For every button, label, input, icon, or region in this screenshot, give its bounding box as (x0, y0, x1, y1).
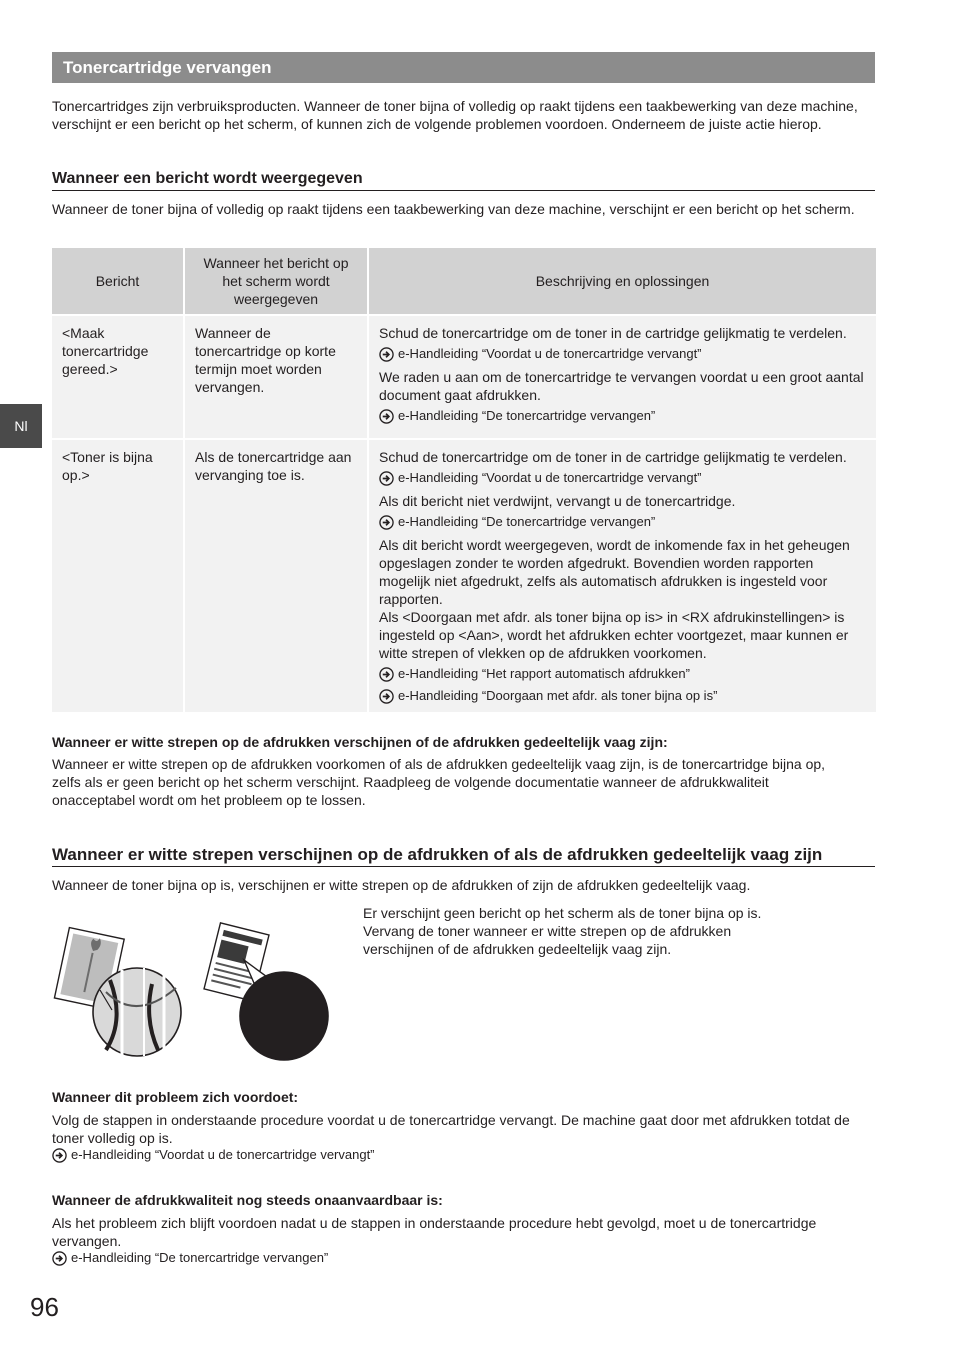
streaks-side-text: Er verschijnt geen bericht op het scherm als de toner bijna op is. Vervang de toner wanneer er witte strepen op de afdrukken verschijnen of de afdrukken gedeeltelijk vaag zijn. (363, 905, 762, 957)
manual-reference[interactable] (379, 346, 866, 362)
arrow-right-circle-icon (379, 667, 394, 682)
streaks-section-text: Wanneer de toner bijna op is, verschijnen er witte strepen op de afdrukken of zijn de afdrukken gedeeltelijk vaag. (52, 877, 751, 893)
manual-reference[interactable] (52, 1250, 875, 1266)
table-cell-message: <Toner is bijna op.> (52, 438, 183, 712)
manual-reference[interactable] (379, 514, 866, 530)
table-row (52, 314, 876, 438)
arrow-right-circle-icon (379, 347, 394, 362)
quality-text: Als het probleem zich blijft voordoen nadat u de stappen in onderstaande procedure hebt gevolgd, moet u de tonercartridge vervangen. (52, 1215, 817, 1249)
manual-reference[interactable] (379, 666, 866, 682)
arrow-right-circle-icon (52, 1148, 67, 1163)
description-text: Schud de tonercartridge om de toner in de cartridge gelijkmatig te verdelen. (379, 325, 847, 341)
table-cell-message: <Maak tonercartridge gereed.> (52, 314, 183, 438)
manual-reference-label: e-Handleiding “Voordat u de tonercartridge vervangt” (398, 470, 702, 485)
table-row (52, 438, 876, 712)
white-streaks-label: Wanneer er witte strepen op de afdrukken verschijnen of de afdrukken gedeeltelijk vaag zijn: (52, 734, 668, 750)
description-text: Schud de tonercartridge om de toner in de cartridge gelijkmatig te verdelen. (379, 449, 847, 465)
table-header-description: Beschrijving en oplossingen (367, 248, 876, 314)
section-title: Tonercartridge vervangen (52, 52, 875, 83)
arrow-right-circle-icon (379, 515, 394, 530)
occurs-text: Volg de stappen in onderstaande procedure voordat u de tonercartridge vervangt. De machine gaat door met afdrukken totdat de toner volledig op is. (52, 1112, 850, 1146)
language-tab: Nl (0, 404, 42, 448)
page-number: 96 (30, 1292, 59, 1322)
table-cell-when: Wanneer de tonercartridge op korte termijn moet worden vervangen. (183, 314, 367, 438)
table-cell-description (367, 438, 876, 712)
intro-paragraph: Tonercartridges zijn verbruiksproducten. Wanneer de toner bijna of volledig op raakt tijdens een taakbewerking van deze machine, verschijnt er een bericht op het scherm, of kunnen zich de volgende problemen voordoen. Onderneem de juiste actie hierop. (52, 98, 858, 132)
manual-reference-label: e-Handleiding “Het rapport automatisch afdrukken” (398, 666, 690, 681)
manual-reference-label: e-Handleiding “Voordat u de tonercartridge vervangt” (71, 1147, 375, 1162)
table-header-message: Bericht (52, 248, 183, 314)
manual-reference-label: e-Handleiding “De tonercartridge vervangen” (398, 514, 656, 529)
arrow-right-circle-icon (379, 689, 394, 704)
manual-reference[interactable] (379, 470, 866, 486)
quality-label: Wanneer de afdrukkwaliteit nog steeds onaanvaardbaar is: (52, 1192, 443, 1208)
message-table (52, 248, 876, 712)
occurs-label: Wanneer dit probleem zich voordoet: (52, 1089, 299, 1105)
description-text: Als <Doorgaan met afdr. als toner bijna op is> in <RX afdrukinstellingen> is ingesteld op <Aan>, wordt het afdrukken echter voortgezet, maar kunnen er witte strepen of vlekken op de afdrukken voorkomen. (379, 609, 849, 661)
table-header-when: Wanneer het bericht op het scherm wordt weergegeven (183, 248, 367, 314)
description-text: We raden u aan om de tonercartridge te vervangen voordat u een groot aantal document gaat afdrukken. (379, 369, 864, 403)
message-section-heading: Wanneer een bericht wordt weergegeven (52, 169, 875, 191)
arrow-right-circle-icon (52, 1251, 67, 1266)
manual-reference-label: e-Handleiding “Doorgaan met afdr. als toner bijna op is” (398, 688, 718, 703)
arrow-right-circle-icon (379, 471, 394, 486)
manual-reference[interactable] (52, 1147, 875, 1163)
description-text: Als dit bericht wordt weergegeven, wordt de inkomende fax in het geheugen opgeslagen zonder te worden afgedrukt. Bovendien worden rapporten mogelijk niet afgedrukt, zelfs als automatisch afdrukken is ingesteld voor rapporten. (379, 537, 850, 607)
faded-print-illustration (52, 920, 342, 1068)
manual-reference-label: e-Handleiding “Voordat u de tonercartridge vervangt” (398, 346, 702, 361)
table-cell-when: Als de tonercartridge aan vervanging toe is. (183, 438, 367, 712)
manual-reference[interactable] (379, 688, 866, 704)
description-text: Als dit bericht niet verdwijnt, vervangt u de tonercartridge. (379, 493, 736, 509)
arrow-right-circle-icon (379, 409, 394, 424)
manual-reference-label: e-Handleiding “De tonercartridge vervangen” (71, 1250, 329, 1265)
table-header-row (52, 248, 876, 314)
manual-reference[interactable] (379, 408, 866, 424)
message-section-text: Wanneer de toner bijna of volledig op raakt tijdens een taakbewerking van deze machine, verschijnt er een bericht op het scherm. (52, 201, 855, 217)
table-cell-description (367, 314, 876, 438)
white-streaks-text: Wanneer er witte strepen op de afdrukken voorkomen of als de afdrukken gedeeltelijk vaag zijn, is de tonercartridge bijna op, zelfs als er geen bericht op het scherm verschijnt. Raadpleeg de volgende documentatie wanneer de afdrukkwaliteit onacceptabel wordt om het probleem op te lossen. (52, 756, 826, 808)
manual-reference-label: e-Handleiding “De tonercartridge vervangen” (398, 408, 656, 423)
streaks-section-heading: Wanneer er witte strepen verschijnen op de afdrukken of als de afdrukken gedeeltelijk vaag zijn (52, 845, 875, 867)
